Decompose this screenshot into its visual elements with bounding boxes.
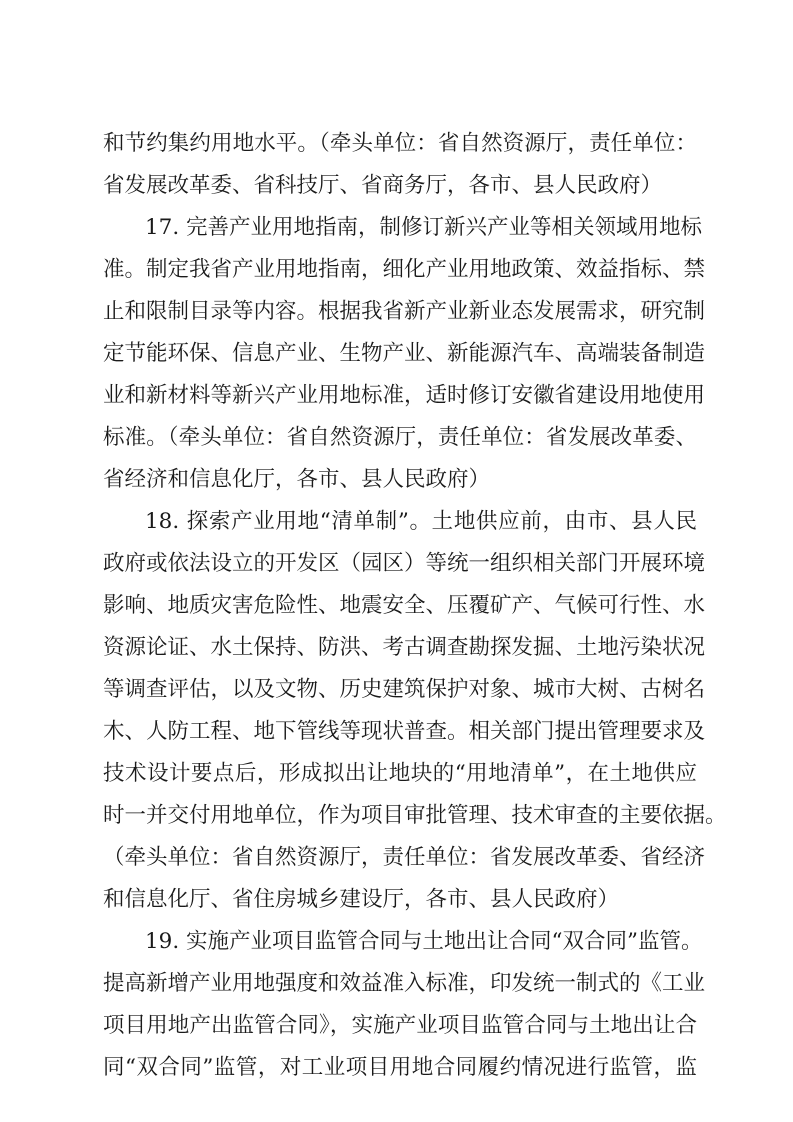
text-line: 19. 实施产业项目监管合同与土地出让合同“双合同”监管。 — [145, 929, 703, 954]
text-line: 提高新增产业用地强度和效益准入标准，印发统一制式的《工业 — [103, 971, 706, 996]
text-line: 同“双合同”监管，对工业项目用地合同履约情况进行监管，监 — [103, 1055, 697, 1080]
text-line: 木、人防工程、地下管线等现状普查。相关部门提出管理要求及 — [103, 719, 706, 744]
text-line: 资源论证、水土保持、防洪、考古调查勘探发掘、土地污染状况 — [103, 635, 706, 660]
text-line: 17. 完善产业用地指南，制修订新兴产业等相关领域用地标 — [145, 215, 703, 240]
text-line: 影响、地质灾害危险性、地震安全、压覆矿产、气候可行性、水 — [103, 593, 706, 618]
text-line: 标准。（牵头单位：省自然资源厅，责任单位：省发展改革委、 — [103, 425, 697, 450]
text-line: 政府或依法设立的开发区（园区）等统一组织相关部门开展环境 — [103, 551, 706, 576]
text-line: 项目用地产出监管合同》，实施产业项目监管合同与土地出让合 — [103, 1013, 697, 1038]
text-line: 省经济和信息化厅，各市、县人民政府） — [103, 467, 491, 492]
text-line: 业和新材料等新兴产业用地标准，适时修订安徽省建设用地使用 — [103, 383, 706, 408]
text-line: 和节约集约用地水平。（牵头单位：省自然资源厅，责任单位： — [103, 131, 697, 156]
text-line: 和信息化厅、省住房城乡建设厅，各市、县人民政府） — [103, 887, 620, 912]
text-line: 等调查评估，以及文物、历史建筑保护对象、城市大树、古树名 — [103, 677, 706, 702]
text-line: （牵头单位：省自然资源厅，责任单位：省发展改革委、省经济 — [103, 845, 706, 870]
text-line: 18. 探索产业用地“清单制”。土地供应前，由市、县人民 — [145, 509, 697, 534]
text-line: 省发展改革委、省科技厅、省商务厅，各市、县人民政府） — [103, 173, 663, 198]
text-line: 定节能环保、信息产业、生物产业、新能源汽车、高端装备制造 — [103, 341, 706, 366]
text-line: 时一并交付用地单位，作为项目审批管理、技术审查的主要依据。 — [103, 803, 727, 828]
text-line: 准。制定我省产业用地指南，细化产业用地政策、效益指标、禁 — [103, 257, 706, 282]
text-line: 技术设计要点后，形成拟出让地块的“用地清单”，在土地供应 — [103, 761, 697, 786]
text-line: 止和限制目录等内容。根据我省新产业新业态发展需求，研究制 — [103, 299, 706, 324]
